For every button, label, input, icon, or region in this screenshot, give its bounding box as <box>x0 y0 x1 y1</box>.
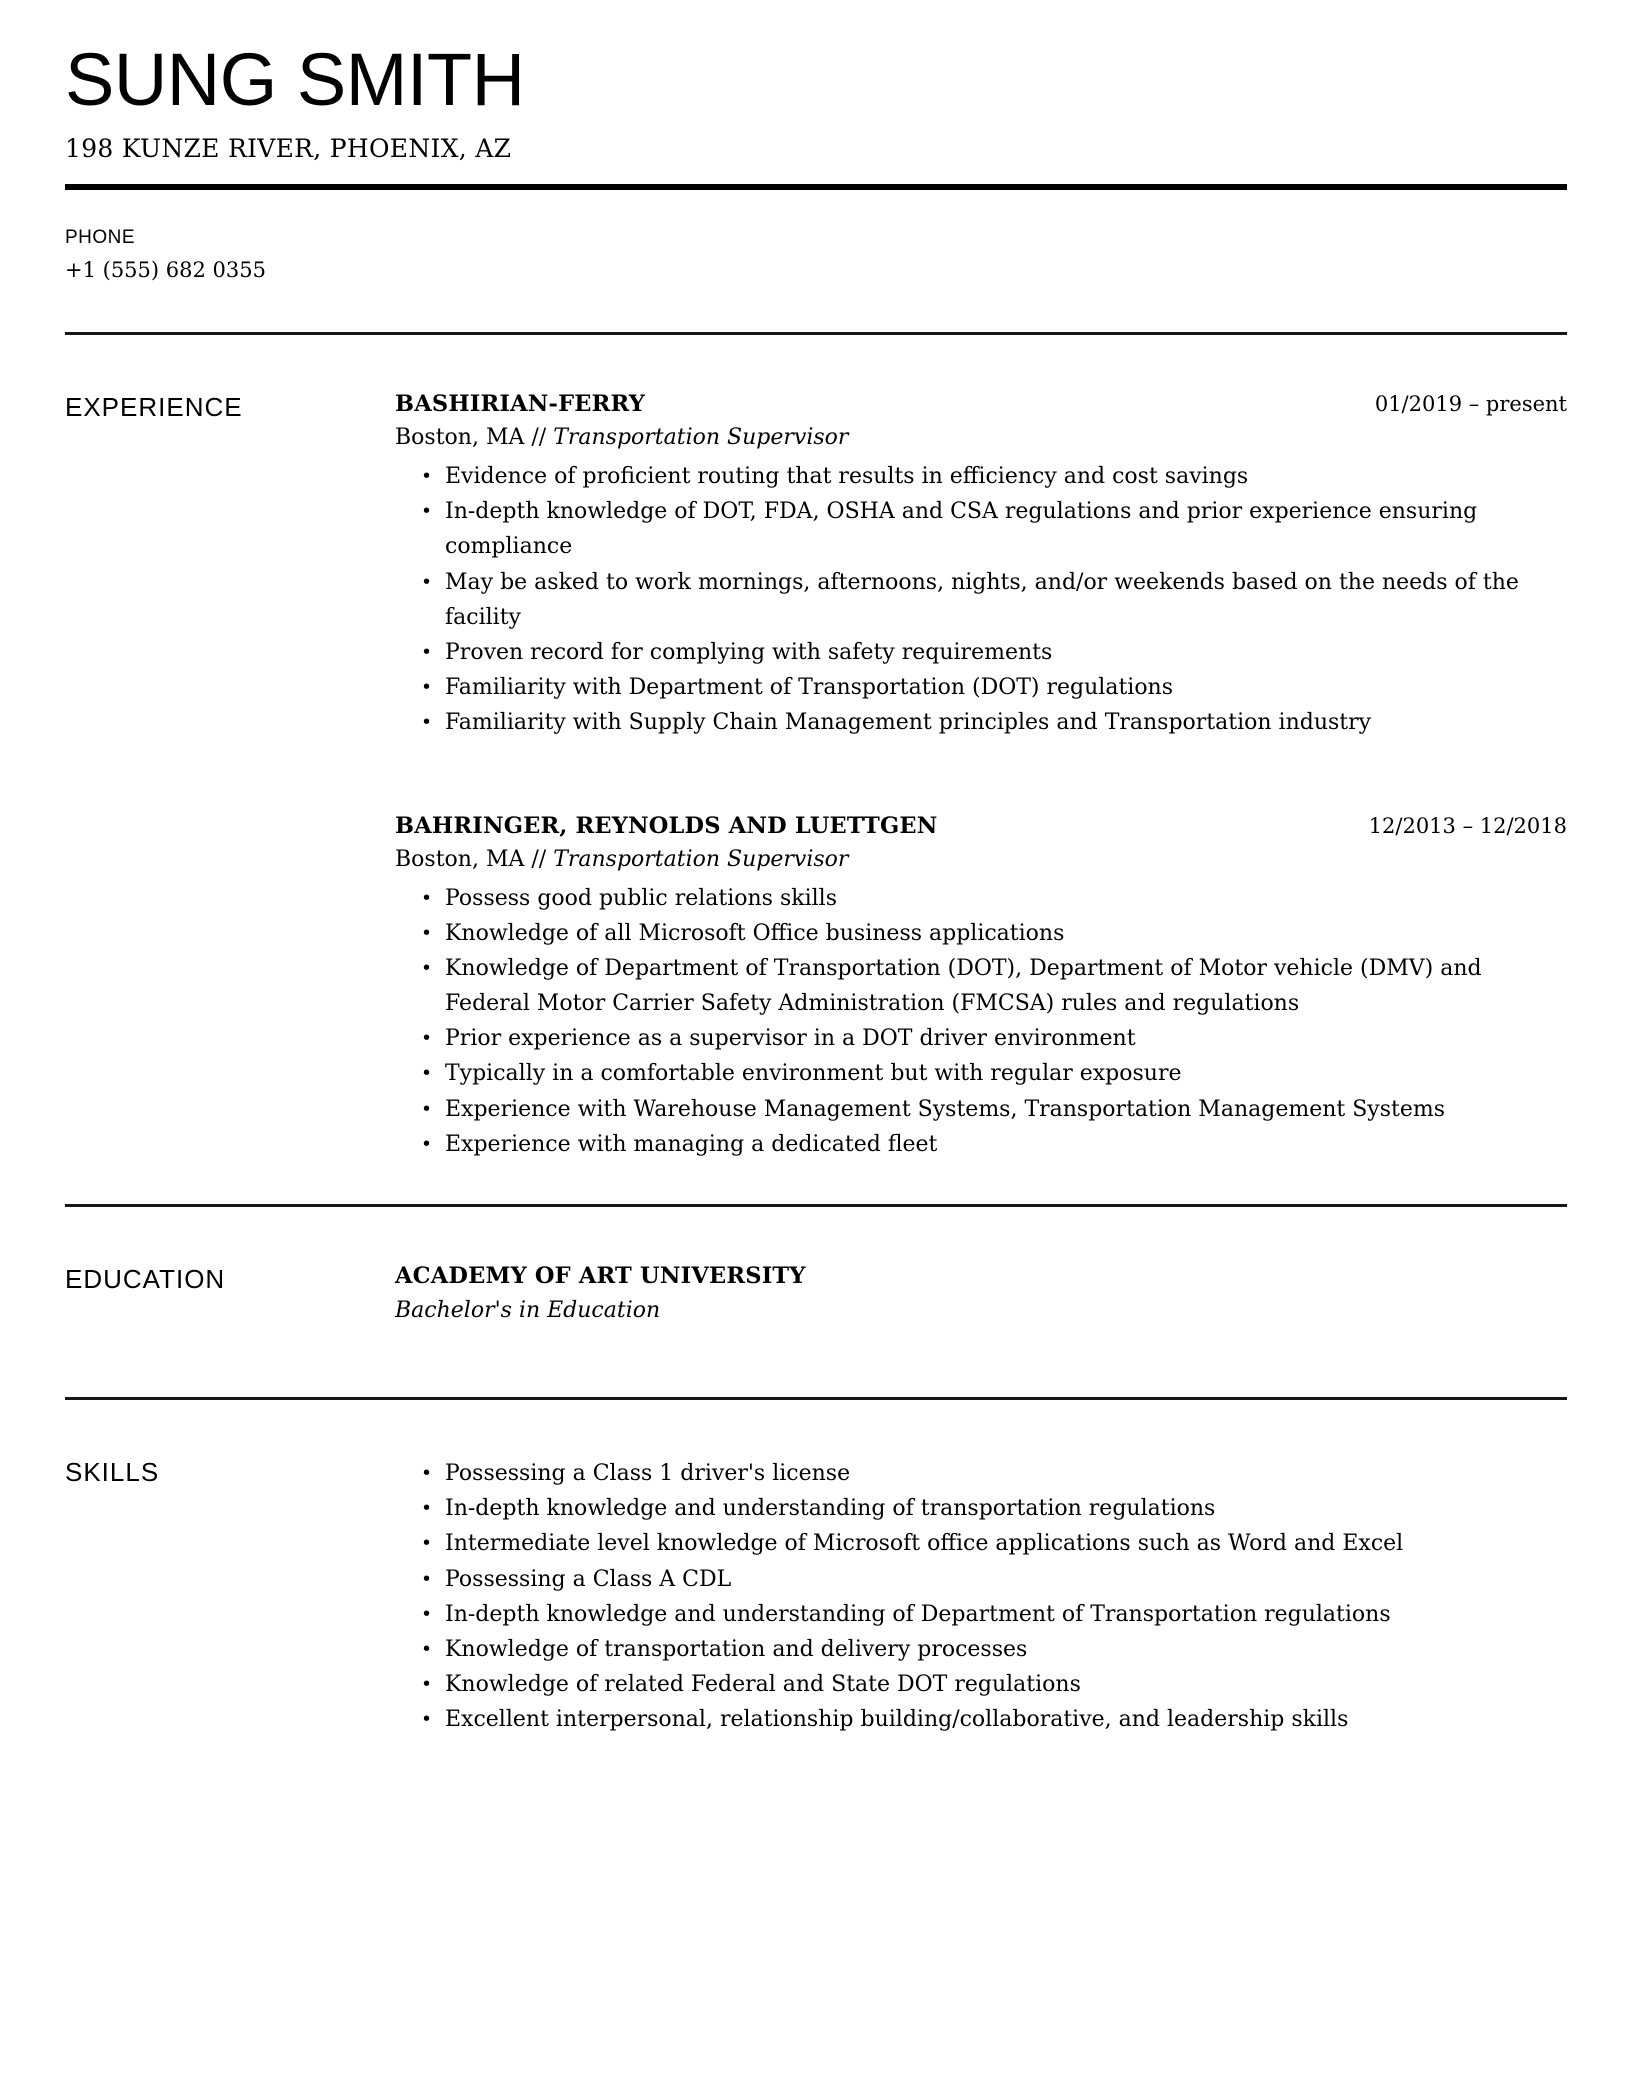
job-1-bullet: • May be asked to work mornings, afternoons, nights, and/or weekends based on the needs of the facility <box>395 565 1567 635</box>
job-entry-2 <box>395 813 1567 1163</box>
job-1-bullet: • Proven record for complying with safety requirements <box>395 635 1567 670</box>
job-1-subtitle <box>395 425 1567 450</box>
skill-bullet: • Knowledge of related Federal and State DOT regulations <box>395 1667 1567 1702</box>
experience-content <box>395 391 1567 1162</box>
job-2-bullet: • Knowledge of all Microsoft Office business applications <box>395 916 1567 951</box>
job-2-title: Transportation Supervisor <box>553 846 849 872</box>
skills-content <box>395 1456 1567 1738</box>
job-2-bullet: • Experience with managing a dedicated fleet <box>395 1127 1567 1162</box>
skill-bullet: • In-depth knowledge and understanding of Department of Transportation regulations <box>395 1597 1567 1632</box>
job-1-bullet: • Evidence of proficient routing that results in efficiency and cost savings <box>395 459 1567 494</box>
job-1-bullet: • Familiarity with Department of Transportation (DOT) regulations <box>395 670 1567 705</box>
job-1-separator: // <box>531 425 547 450</box>
skills-section-label: SKILLS <box>65 1457 160 1487</box>
job-1-title: Transportation Supervisor <box>553 425 849 450</box>
skill-bullet: • Excellent interpersonal, relationship building/collaborative, and leadership skills <box>395 1702 1567 1737</box>
contact-block <box>65 190 1567 332</box>
job-1-bullet-list <box>395 459 1567 741</box>
job-2-dates: 12/2013 – 12/2018 <box>1368 813 1567 838</box>
skill-bullet: • Intermediate level knowledge of Microsoft office applications such as Word and Excel <box>395 1526 1567 1561</box>
experience-section-label: EXPERIENCE <box>65 392 243 422</box>
job-2-company: BAHRINGER, REYNOLDS AND LUETTGEN <box>395 812 938 839</box>
education-degree: Bachelor's in Education <box>395 1298 661 1323</box>
job-2-subtitle <box>395 847 1567 872</box>
education-section <box>65 1204 1567 1397</box>
job-2-bullet: • Knowledge of Department of Transportation (DOT), Department of Motor vehicle (DMV) and Federal Motor Carrier Safety Administration (FMCSA) rules and regulations <box>395 951 1567 1021</box>
candidate-address: 198 KUNZE RIVER, PHOENIX, AZ <box>65 134 512 163</box>
phone-label: PHONE <box>65 227 136 248</box>
education-section-label: EDUCATION <box>65 1264 226 1294</box>
job-2-header <box>395 813 1567 839</box>
resume-header <box>65 38 1567 190</box>
job-2-location: Boston, MA <box>395 846 525 872</box>
job-2-separator: // <box>531 846 547 872</box>
education-school: ACADEMY OF ART UNIVERSITY <box>395 1263 806 1289</box>
skills-bullet-list <box>395 1456 1567 1738</box>
job-1-company: BASHIRIAN-FERRY <box>395 391 645 417</box>
phone-value: +1 (555) 682 0355 <box>65 258 266 282</box>
skill-bullet: • Possessing a Class 1 driver's license <box>395 1456 1567 1491</box>
skill-bullet: • Possessing a Class A CDL <box>395 1562 1567 1597</box>
job-1-location: Boston, MA <box>395 425 525 450</box>
experience-section <box>65 332 1567 1204</box>
education-content <box>395 1263 1567 1323</box>
candidate-name: SUNG SMITH <box>65 38 525 121</box>
job-2-bullet: • Experience with Warehouse Management Systems, Transportation Management Systems <box>395 1092 1567 1127</box>
job-2-bullet: • Typically in a comfortable environment but with regular exposure <box>395 1056 1567 1091</box>
job-2-bullet-list <box>395 881 1567 1163</box>
job-1-dates: 01/2019 – present <box>1374 392 1567 416</box>
job-1-bullet: • Familiarity with Supply Chain Management principles and Transportation industry <box>395 705 1567 740</box>
skills-section <box>65 1397 1567 1778</box>
job-1-bullet: • In-depth knowledge of DOT, FDA, OSHA and CSA regulations and prior experience ensuring compliance <box>395 494 1567 564</box>
skill-bullet: • Knowledge of transportation and delivery processes <box>395 1632 1567 1667</box>
job-entry-1 <box>395 391 1567 741</box>
job-1-header <box>395 391 1567 417</box>
job-2-bullet: • Prior experience as a supervisor in a DOT driver environment <box>395 1021 1567 1056</box>
skill-bullet: • In-depth knowledge and understanding of transportation regulations <box>395 1491 1567 1526</box>
job-2-bullet: • Possess good public relations skills <box>395 881 1567 916</box>
